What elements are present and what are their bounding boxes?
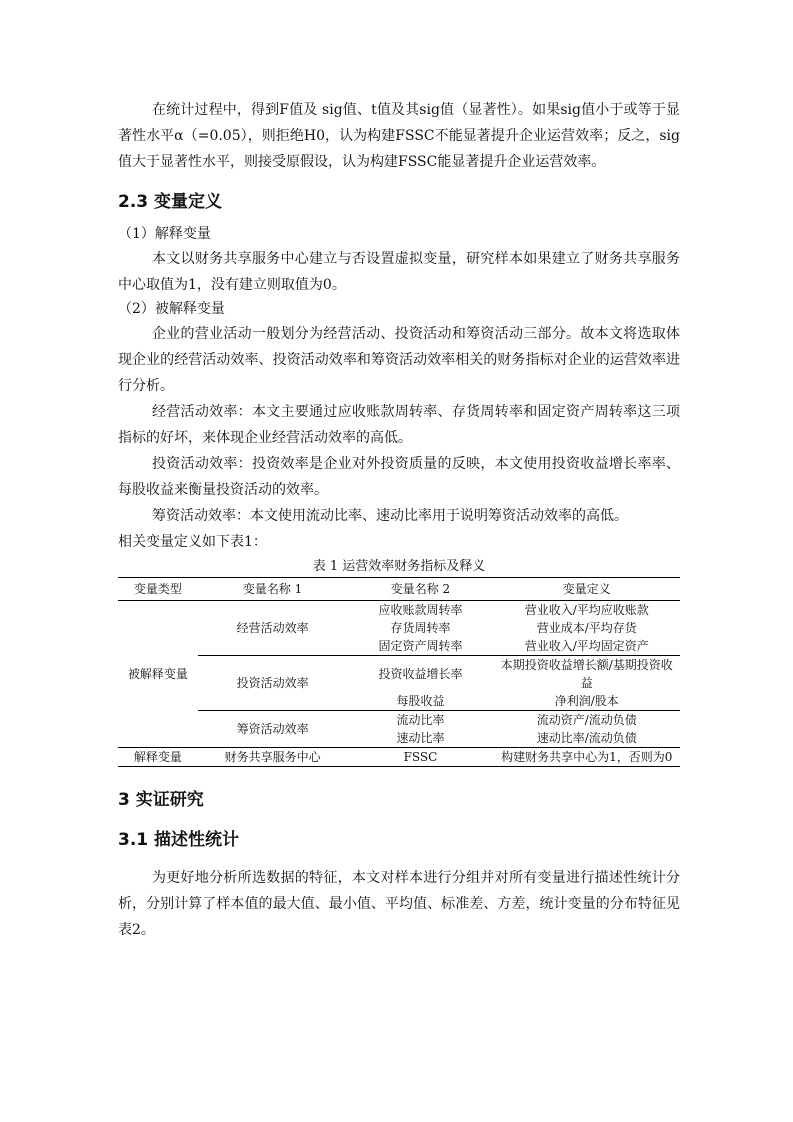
cell-definition: 流动资产/流动负债 [494, 711, 680, 730]
cell-group-investment: 投资活动效率 [198, 656, 347, 711]
cell-explanatory-definition: 构建财务共享中心为1，否则为0 [494, 748, 680, 767]
header-variable-name-2: 变量名称 2 [347, 578, 493, 601]
cell-definition: 速动比率/流动负债 [536, 731, 637, 745]
paragraph-financing-efficiency: 筹资活动效率：本文使用流动比率、速动比率用于说明筹资活动效率的高低。 [152, 508, 628, 524]
variable-definition-table [118, 577, 680, 767]
cell-group-operating: 经营活动效率 [236, 621, 309, 635]
cell-definition: 营业收入/平均应收账款 [524, 603, 649, 617]
table-caption: 表 1 运营效率财务指标及释义 [312, 559, 486, 574]
cell-var2: 存货周转率 [390, 621, 451, 635]
cell-group-financing: 筹资活动效率 [198, 711, 347, 748]
header-variable-definition: 变量定义 [494, 578, 680, 601]
cell-definition: 营业收入/平均固定资产 [524, 639, 649, 653]
header-variable-type: 变量类型 [118, 578, 198, 601]
cell-definition: 营业成本/平均存货 [536, 621, 637, 635]
document-page [118, 97, 680, 943]
paragraph-explanatory: 本文以财务共享服务中心建立与否设置虚拟变量，研究样本如果建立了财务共享服务中心取值为1，没有建立则取值为0。 [118, 251, 680, 293]
cell-var2: 投资收益增长率 [347, 656, 493, 693]
cell-var2: 固定资产周转率 [378, 639, 463, 653]
table-row [118, 711, 680, 730]
heading-3: 3 实证研究 [118, 790, 204, 810]
paragraph-descriptive-stats: 为更好地分析所选数据的特征，本文对样本进行分组并对所有变量进行描述性统计分析，分别计算了样本值的最大值、最小值、平均值、标准差、方差，统计变量的分布特征见表2。 [118, 870, 680, 938]
paragraph-investment-efficiency: 投资活动效率：投资效率是企业对外投资质量的反映，本文使用投资收益增长率率、每股收益来衡量投资活动的效率。 [118, 456, 680, 498]
cell-var2: 流动比率 [347, 711, 493, 730]
heading-3-1: 3.1 描述性统计 [118, 830, 240, 850]
cell-definition: 本期投资收益增长额/基期投资收益 [494, 656, 680, 693]
header-variable-name-1: 变量名称 1 [198, 578, 347, 601]
table-row [118, 601, 680, 620]
subheading-dependent: （2）被解释变量 [118, 301, 225, 317]
cell-definition: 净利润/股本 [554, 694, 619, 708]
paragraph-operating-activities: 企业的营业活动一般划分为经营活动、投资活动和筹资活动三部分。故本文将选取体现企业的经营活动效率、投资活动效率和筹资活动效率相关的财务指标对企业的运营效率进行分析。 [118, 326, 680, 394]
paragraph-operating-efficiency: 经营活动效率：本文主要通过应收账款周转率、存货周转率和固定资产周转率这三项指标的好坏，来体现企业经营活动效率的高低。 [118, 404, 680, 446]
paragraph-sig-test: 在统计过程中，得到F值及 sig值、t值及其sig值（显著性）。如果sig值小于或等于显著性水平α（=0.05），则拒绝H0，认为构建FSSC不能显著提升企业运营效率；反之，sig值大于显著性水平，则接受原假设，认为构建FSSC能显著提升企业运营效率。 [118, 102, 680, 170]
table-row-explanatory [118, 748, 680, 767]
cell-explanatory-name-2: FSSC [347, 748, 493, 767]
cell-var2: 速动比率 [396, 731, 445, 745]
table-row [118, 656, 680, 693]
paragraph-table-intro: 相关变量定义如下表1： [118, 534, 267, 550]
cell-var2: 每股收益 [396, 694, 445, 708]
cell-var2: 应收账款周转率 [378, 603, 463, 617]
heading-2-3: 2.3 变量定义 [118, 192, 223, 212]
cell-explanatory-type: 解释变量 [118, 748, 198, 767]
cell-explanatory-name-1: 财务共享服务中心 [198, 748, 347, 767]
subheading-explanatory: （1）解释变量 [118, 226, 211, 242]
cell-dependent-type: 被解释变量 [127, 667, 188, 681]
table-header-row [118, 578, 680, 601]
